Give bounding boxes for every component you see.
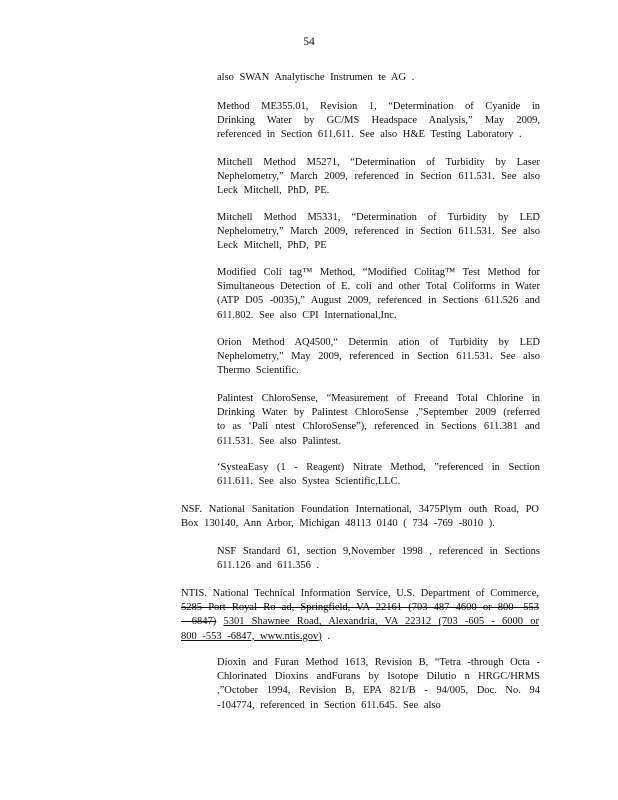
entry-ntis (181, 587, 539, 644)
entry-orion-aq4500: Orion Method AQ4500,“ Determin ation of Turbidity by LED Nephelometry,” May 2009, referenced in Section 611.531. See also Thermo Scientific. (217, 337, 540, 377)
entry-dioxin-furan-1613: Dioxin and Furan Method 1613, Revision B, “Tetra -through Octa - Chlorinated Dioxins andFurans by Isotope Dilutio n HRGC/HRMS ,”October 1994, Revision B, EPA 821/B - 94/005, Doc. No. 94 -104774, referenced in Section 611.645. See also (217, 657, 540, 711)
page-number: 54 (303, 36, 315, 48)
ntis-lead-text: NTIS. National Technical Information Service, U.S. Department of Commerce, (181, 588, 539, 599)
entry-nsf-standard-61: NSF Standard 61, section 9,November 1998 , referenced in Sections 611.126 and 611.356 . (217, 546, 540, 572)
entry-method-me355: Method ME355.01, Revision 1, “Determination of Cyanide in Drinking Water by GC/MS Headspace Analysis,” May 2009, referenced in Section 611.611. See also H&E Testing Laboratory . (217, 101, 540, 141)
entry-systeaeasy: ‘SysteaEasy (1 - Reagent) Nitrate Method, ”referenced in Section 611.611. See also Systea Scientific,LLC. (217, 462, 540, 488)
entry-mitchell-m5331: Mitchell Method M5331, “Determination of Turbidity by LED Nephelometry,” March 2009, referenced in Section 611.531. See also Leck Mitchell, PhD, PE (217, 212, 540, 252)
entry-modified-colitag: Modified Coli tag™ Method, “Modified Colitag™ Test Method for Simultaneous Detection of E. coli and other Total Coliforms in Water (ATP D05 -0035),” August 2009, referenced in Sections 611.526 and 611.802. See also CPI International,Inc. (217, 267, 540, 321)
ntis-deleted-address: 5285 Port Royal Ro ad, Springfield, VA 22161 (703 487 4600 or 800 -553 - 6847) (181, 602, 539, 628)
entry-swan: also SWAN Analytische Instrumen te AG . (217, 72, 415, 83)
ntis-tail: . (321, 630, 330, 642)
entry-mitchell-m5271: Mitchell Method M5271, “Determination of Turbidity by Laser Nephelometry,” March 2009, referenced in Section 611.531. See also Leck Mitchell, PhD, PE. (217, 157, 540, 197)
ntis-inserted-address: 5301 Shawnee Road, Alexandria, VA 22312 (703 -605 - 6000 or 800 -553 -6847, www.ntis.gov) (181, 616, 539, 642)
entry-nsf: NSF. National Sanitation Foundation International, 3475Plym outh Road, PO Box 130140, Ann Arbor, Michigan 48113 0140 ( 734 -769 -8010 ). (181, 504, 539, 530)
entry-palintest-chlorosense: Palintest ChloroSense, “Measurement of Freeand Total Chlorine in Drinking Water by Palintest ChloroSense ,”September 2009 (referred to as ‘Pali ntest ChloroSense”), referenced in Sections 611.381 and 611.531. See also Palintest. (217, 393, 540, 447)
